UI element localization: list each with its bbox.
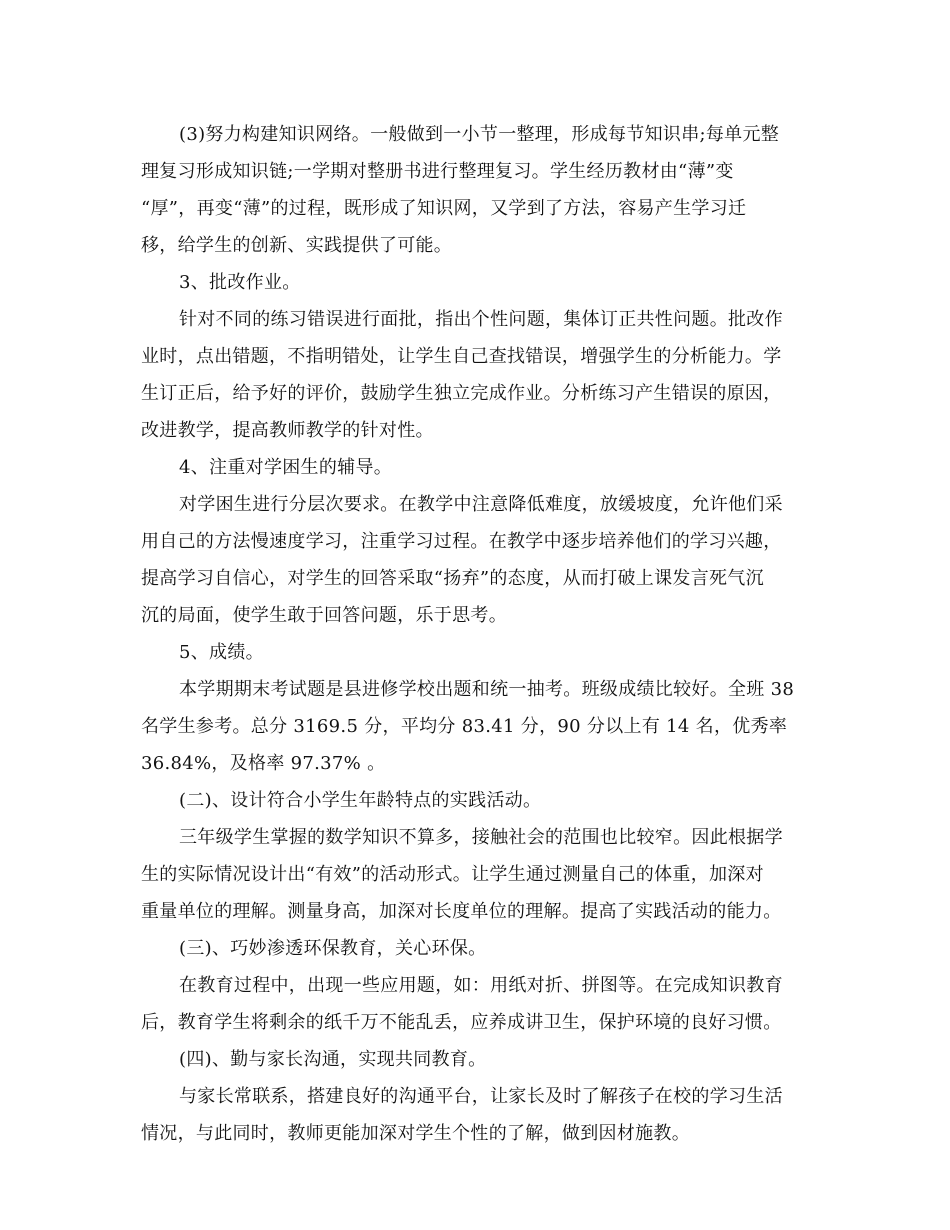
paragraph-line: 生订正后，给予好的评价，鼓励学生独立完成作业。分析练习产生错误的原因，	[141, 383, 782, 404]
paragraph-line: 用自己的方法慢速度学习，注重学习过程。在教学中逐步培养他们的学习兴趣，	[141, 531, 782, 552]
paragraph-line: (3)努力构建知识网络。一般做到一小节一整理，形成每节知识串;每单元整	[179, 124, 780, 145]
section-heading: 4、注重对学困生的辅导。	[179, 457, 393, 478]
paragraph-line: 本学期期末考试题是县进修学校出题和统一抽考。班级成绩比较好。全班 38	[179, 679, 795, 700]
paragraph-line: 沉的局面，使学生敢于回答问题，乐于思考。	[141, 605, 507, 626]
paragraph-line: 后，教育学生将剩余的纸千万不能乱丢，应养成讲卫生，保护环境的良好习惯。	[141, 1012, 782, 1033]
paragraph-line: 36.84%，及格率 97.37% 。	[141, 753, 386, 774]
paragraph-line: 移，给学生的创新、实践提供了可能。	[141, 235, 453, 256]
paragraph-line: 对学困生进行分层次要求。在教学中注意降低难度，放缓坡度，允许他们采	[179, 494, 783, 515]
paragraph-line: 提高学习自信心，对学生的回答采取“扬弃”的态度，从而打破上课发言死气沉	[141, 568, 764, 589]
paragraph-line: “厚”，再变“薄”的过程，既形成了知识网，又学到了方法，容易产生学习迁	[141, 198, 747, 219]
section-heading: 3、批改作业。	[179, 272, 301, 293]
section-heading: (三)、巧妙渗透环保教育，关心环保。	[179, 938, 487, 959]
section-heading: (二)、设计符合小学生年龄特点的实践活动。	[179, 790, 542, 811]
paragraph-line: 在教育过程中，出现一些应用题，如：用纸对折、拼图等。在完成知识教育	[179, 975, 783, 996]
paragraph-line: 情况，与此同时，教师更能加深对学生个性的了解，做到因材施教。	[141, 1123, 690, 1144]
paragraph-line: 与家长常联系，搭建良好的沟通平台，让家长及时了解孩子在校的学习生活	[179, 1086, 783, 1107]
paragraph-line: 业时，点出错题，不指明错处，让学生自己查找错误，增强学生的分析能力。学	[141, 346, 782, 367]
section-heading: 5、成绩。	[179, 642, 264, 663]
paragraph-line: 理复习形成知识链;一学期对整册书进行整理复习。学生经历教材由“薄”变	[141, 161, 734, 182]
section-heading: (四)、勤与家长沟通，实现共同教育。	[179, 1049, 487, 1070]
paragraph-line: 重量单位的理解。测量身高，加深对长度单位的理解。提高了实践活动的能力。	[141, 901, 782, 922]
paragraph-line: 生的实际情况设计出“有效”的活动形式。让学生通过测量自己的体重，加深对	[141, 864, 764, 885]
paragraph-line: 改进教学，提高教师教学的针对性。	[141, 420, 434, 441]
paragraph-line: 三年级学生掌握的数学知识不算多，接触社会的范围也比较窄。因此根据学	[179, 827, 783, 848]
paragraph-line: 名学生参考。总分 3169.5 分，平均分 83.41 分，90 分以上有 14 名，优秀率	[141, 716, 788, 737]
paragraph-line: 针对不同的练习错误进行面批，指出个性问题，集体订正共性问题。批改作	[179, 309, 783, 330]
